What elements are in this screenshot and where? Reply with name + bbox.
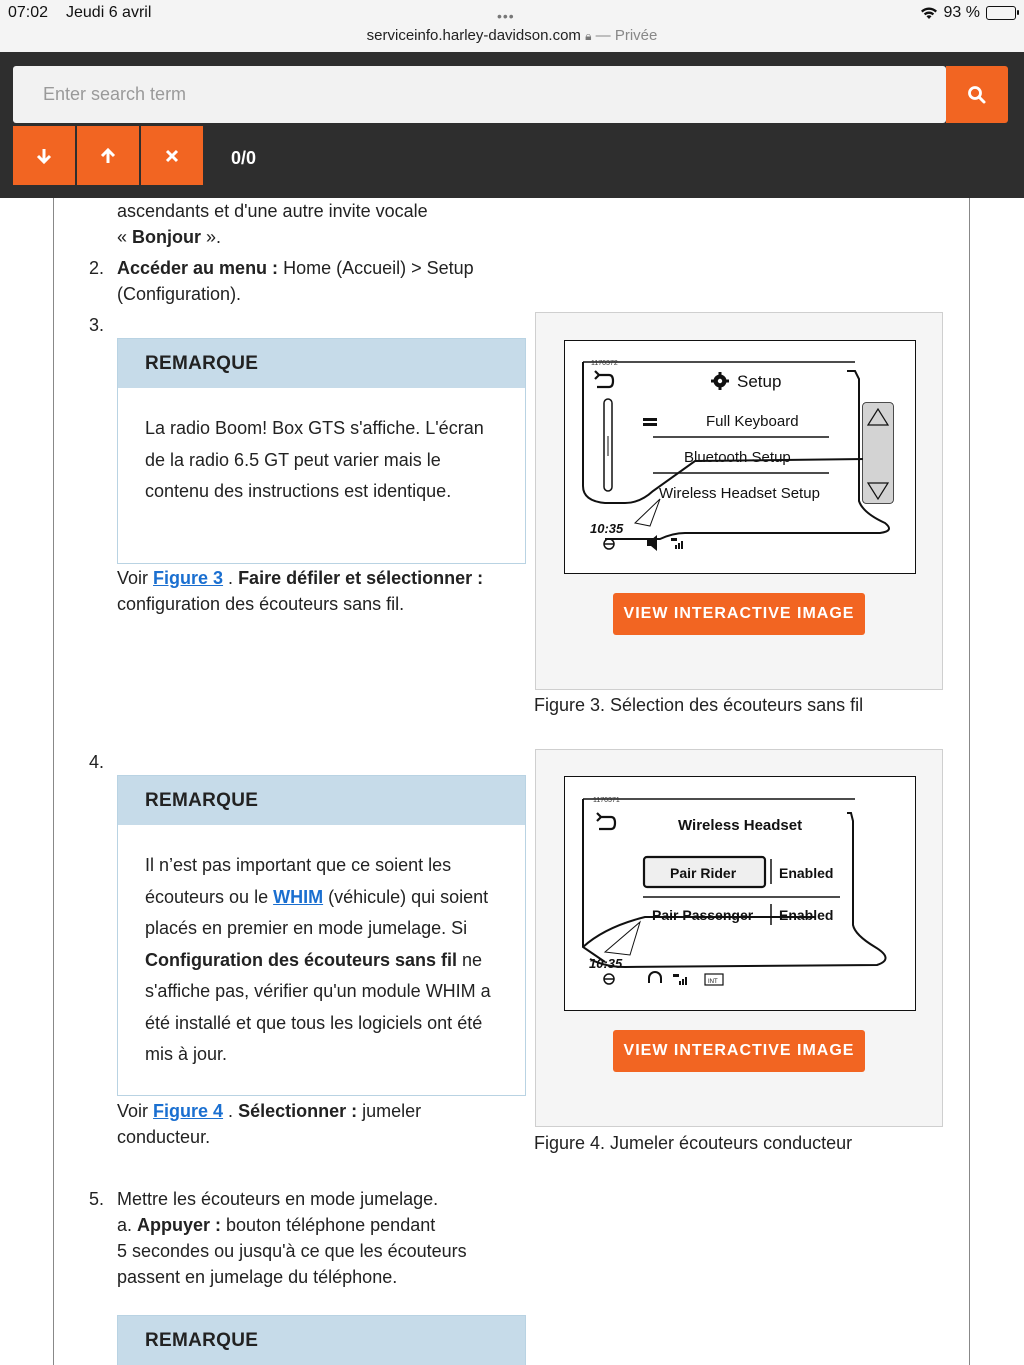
menu-item-full-keyboard: Full Keyboard (706, 413, 799, 430)
search-button[interactable] (946, 66, 1008, 123)
step-4-bold: Sélectionner : (238, 1101, 358, 1121)
arrow-up-icon (99, 147, 117, 165)
menu-item-bluetooth-setup: Bluetooth Setup (684, 449, 791, 466)
intro-line-2 (117, 224, 428, 250)
signal-icon (671, 538, 683, 549)
figure-3-drawing (565, 341, 914, 572)
headset-icon (649, 972, 661, 983)
quote-close: ». (201, 227, 222, 247)
note-title: REMARQUE (118, 1316, 525, 1365)
separator: . (223, 568, 239, 588)
clear-search-button[interactable] (141, 126, 203, 185)
note-body (118, 825, 525, 1091)
note-box (117, 775, 526, 1096)
quote-open: « (117, 227, 133, 247)
next-result-button[interactable] (13, 126, 75, 185)
figure-4-clock: 10:35 (589, 956, 623, 971)
figure-4-code: 1170371 (593, 797, 620, 804)
search-input[interactable] (13, 66, 946, 123)
step-2-text1: Home (Accueil) > Setup (278, 258, 474, 278)
note-body: La radio Boom! Box GTS s'affiche. L'écran de la radio 6.5 GT peut varier mais le contenu des instructions est identique. (145, 418, 484, 501)
page-content (0, 198, 1024, 1365)
back-arrow-icon (595, 371, 613, 387)
browser-menu-dots[interactable]: ••• (497, 8, 515, 24)
step-4-text2: conducteur. (117, 1127, 211, 1147)
keyboard-icon (643, 418, 657, 426)
wifi-icon (920, 6, 938, 20)
see-label: Voir (117, 1101, 154, 1121)
step-number: 3. (89, 315, 105, 335)
note-text: ne s'affiche pas, vérifier qu'un module WHIM a été installé et que tous les logiciels ont été mis à jour. (145, 949, 491, 1064)
status-time: 07:02 (8, 4, 49, 21)
address-bar[interactable] (0, 27, 1024, 44)
note-text: Il n’est pas important que ce soient les écouteurs ou le (145, 855, 452, 907)
figure-4-link[interactable]: Figure 4 (153, 1101, 224, 1121)
view-interactive-image-button[interactable]: VIEW INTERACTIVE IMAGE (613, 1030, 865, 1072)
right-border (969, 198, 970, 1365)
search-result-count: 0/0 (231, 148, 257, 168)
step-4-instruction (117, 1098, 517, 1150)
step-2-text (117, 255, 474, 307)
figure-4-title: Wireless Headset (678, 817, 803, 834)
pair-rider-status: Enabled (779, 865, 834, 881)
step-number: 5. (89, 1189, 105, 1209)
view-interactive-image-button[interactable]: VIEW INTERACTIVE IMAGE (613, 593, 865, 635)
note-box (117, 1315, 526, 1365)
search-panel (0, 52, 1024, 198)
pair-passenger-status: Enabled (779, 907, 834, 923)
intro-text (117, 198, 428, 250)
url-text: serviceinfo.harley-davidson.com (366, 27, 581, 44)
note-title: REMARQUE (118, 776, 525, 825)
left-border (53, 198, 54, 1365)
intro-line: ascendants et d'une autre invite vocale (117, 201, 428, 221)
step-5-sub-text: 5 secondes ou jusqu'à ce que les écouteurs (117, 1241, 467, 1261)
step-3-text: configuration des écouteurs sans fil. (117, 594, 405, 614)
whim-link[interactable]: WHIM (273, 886, 324, 907)
menu-item-wireless-headset-setup: Wireless Headset Setup (659, 485, 820, 502)
intercom-label: INT (708, 979, 718, 985)
note-text: (véhicule) qui soient placés en premier en mode jumelage. Si (145, 886, 489, 938)
step-5-bold: Appuyer : (137, 1215, 222, 1235)
figure-3-container (535, 312, 943, 690)
previous-result-button[interactable] (77, 126, 139, 185)
step-5-line: Mettre les écouteurs en mode jumelage. (117, 1189, 439, 1209)
step-number: 2. (89, 258, 105, 278)
figure-3-caption: Figure 3. Sélection des écouteurs sans fil (534, 695, 864, 715)
step-5-text (117, 1186, 467, 1290)
step-3-bold: Faire défiler et sélectionner : (238, 568, 484, 588)
figure-3-image[interactable] (564, 340, 916, 574)
figure-3-clock: 10:35 (590, 521, 624, 536)
step-2-bold: Accéder au menu : (117, 258, 279, 278)
speaker-icon (647, 535, 657, 551)
figure-4-image[interactable] (564, 776, 916, 1011)
step-3-instruction (117, 565, 517, 617)
step-number: 4. (89, 752, 105, 772)
figure-3-code: 1170372 (591, 360, 618, 367)
close-icon (165, 149, 179, 163)
back-arrow-icon (597, 813, 615, 829)
step-5-sub (117, 1212, 467, 1238)
status-date: Jeudi 6 avril (66, 4, 152, 21)
status-indicators (920, 4, 1016, 22)
figure-3-link[interactable]: Figure 3 (153, 568, 224, 588)
step-5-sub-text: passent en jumelage du téléphone. (117, 1267, 398, 1287)
figure-3-title: Setup (737, 372, 782, 391)
private-label: — Privée (595, 27, 658, 44)
intro-bold: Bonjour (132, 227, 202, 247)
step-4-text1: jumeler (357, 1101, 422, 1121)
step-5-sub-text: bouton téléphone pendant (221, 1215, 436, 1235)
note-bold: Configuration des écouteurs sans fil (145, 949, 458, 970)
battery-icon (986, 6, 1016, 20)
figure-4-container (535, 749, 943, 1127)
scroll-bar (863, 403, 893, 503)
figure-4-drawing (565, 777, 914, 1009)
figure-4-caption: Figure 4. Jumeler écouteurs conducteur (534, 1133, 853, 1153)
battery-percent: 93 % (943, 4, 980, 21)
see-label: Voir (117, 568, 154, 588)
separator: . (223, 1101, 239, 1121)
pair-rider-label: Pair Rider (670, 865, 737, 881)
step-2-line (117, 255, 474, 281)
gear-icon (711, 372, 729, 390)
search-icon (967, 85, 987, 105)
step-2-line-2: (Configuration). (117, 284, 242, 304)
lock-icon: 🔒︎ (585, 29, 592, 43)
arrow-down-icon (35, 147, 53, 165)
sub-prefix: a. (117, 1215, 138, 1235)
signal-icon (673, 974, 687, 985)
pair-passenger-label: Pair Passenger (652, 907, 754, 923)
status-bar (0, 0, 1024, 52)
note-box (117, 338, 526, 564)
note-title: REMARQUE (118, 339, 525, 388)
